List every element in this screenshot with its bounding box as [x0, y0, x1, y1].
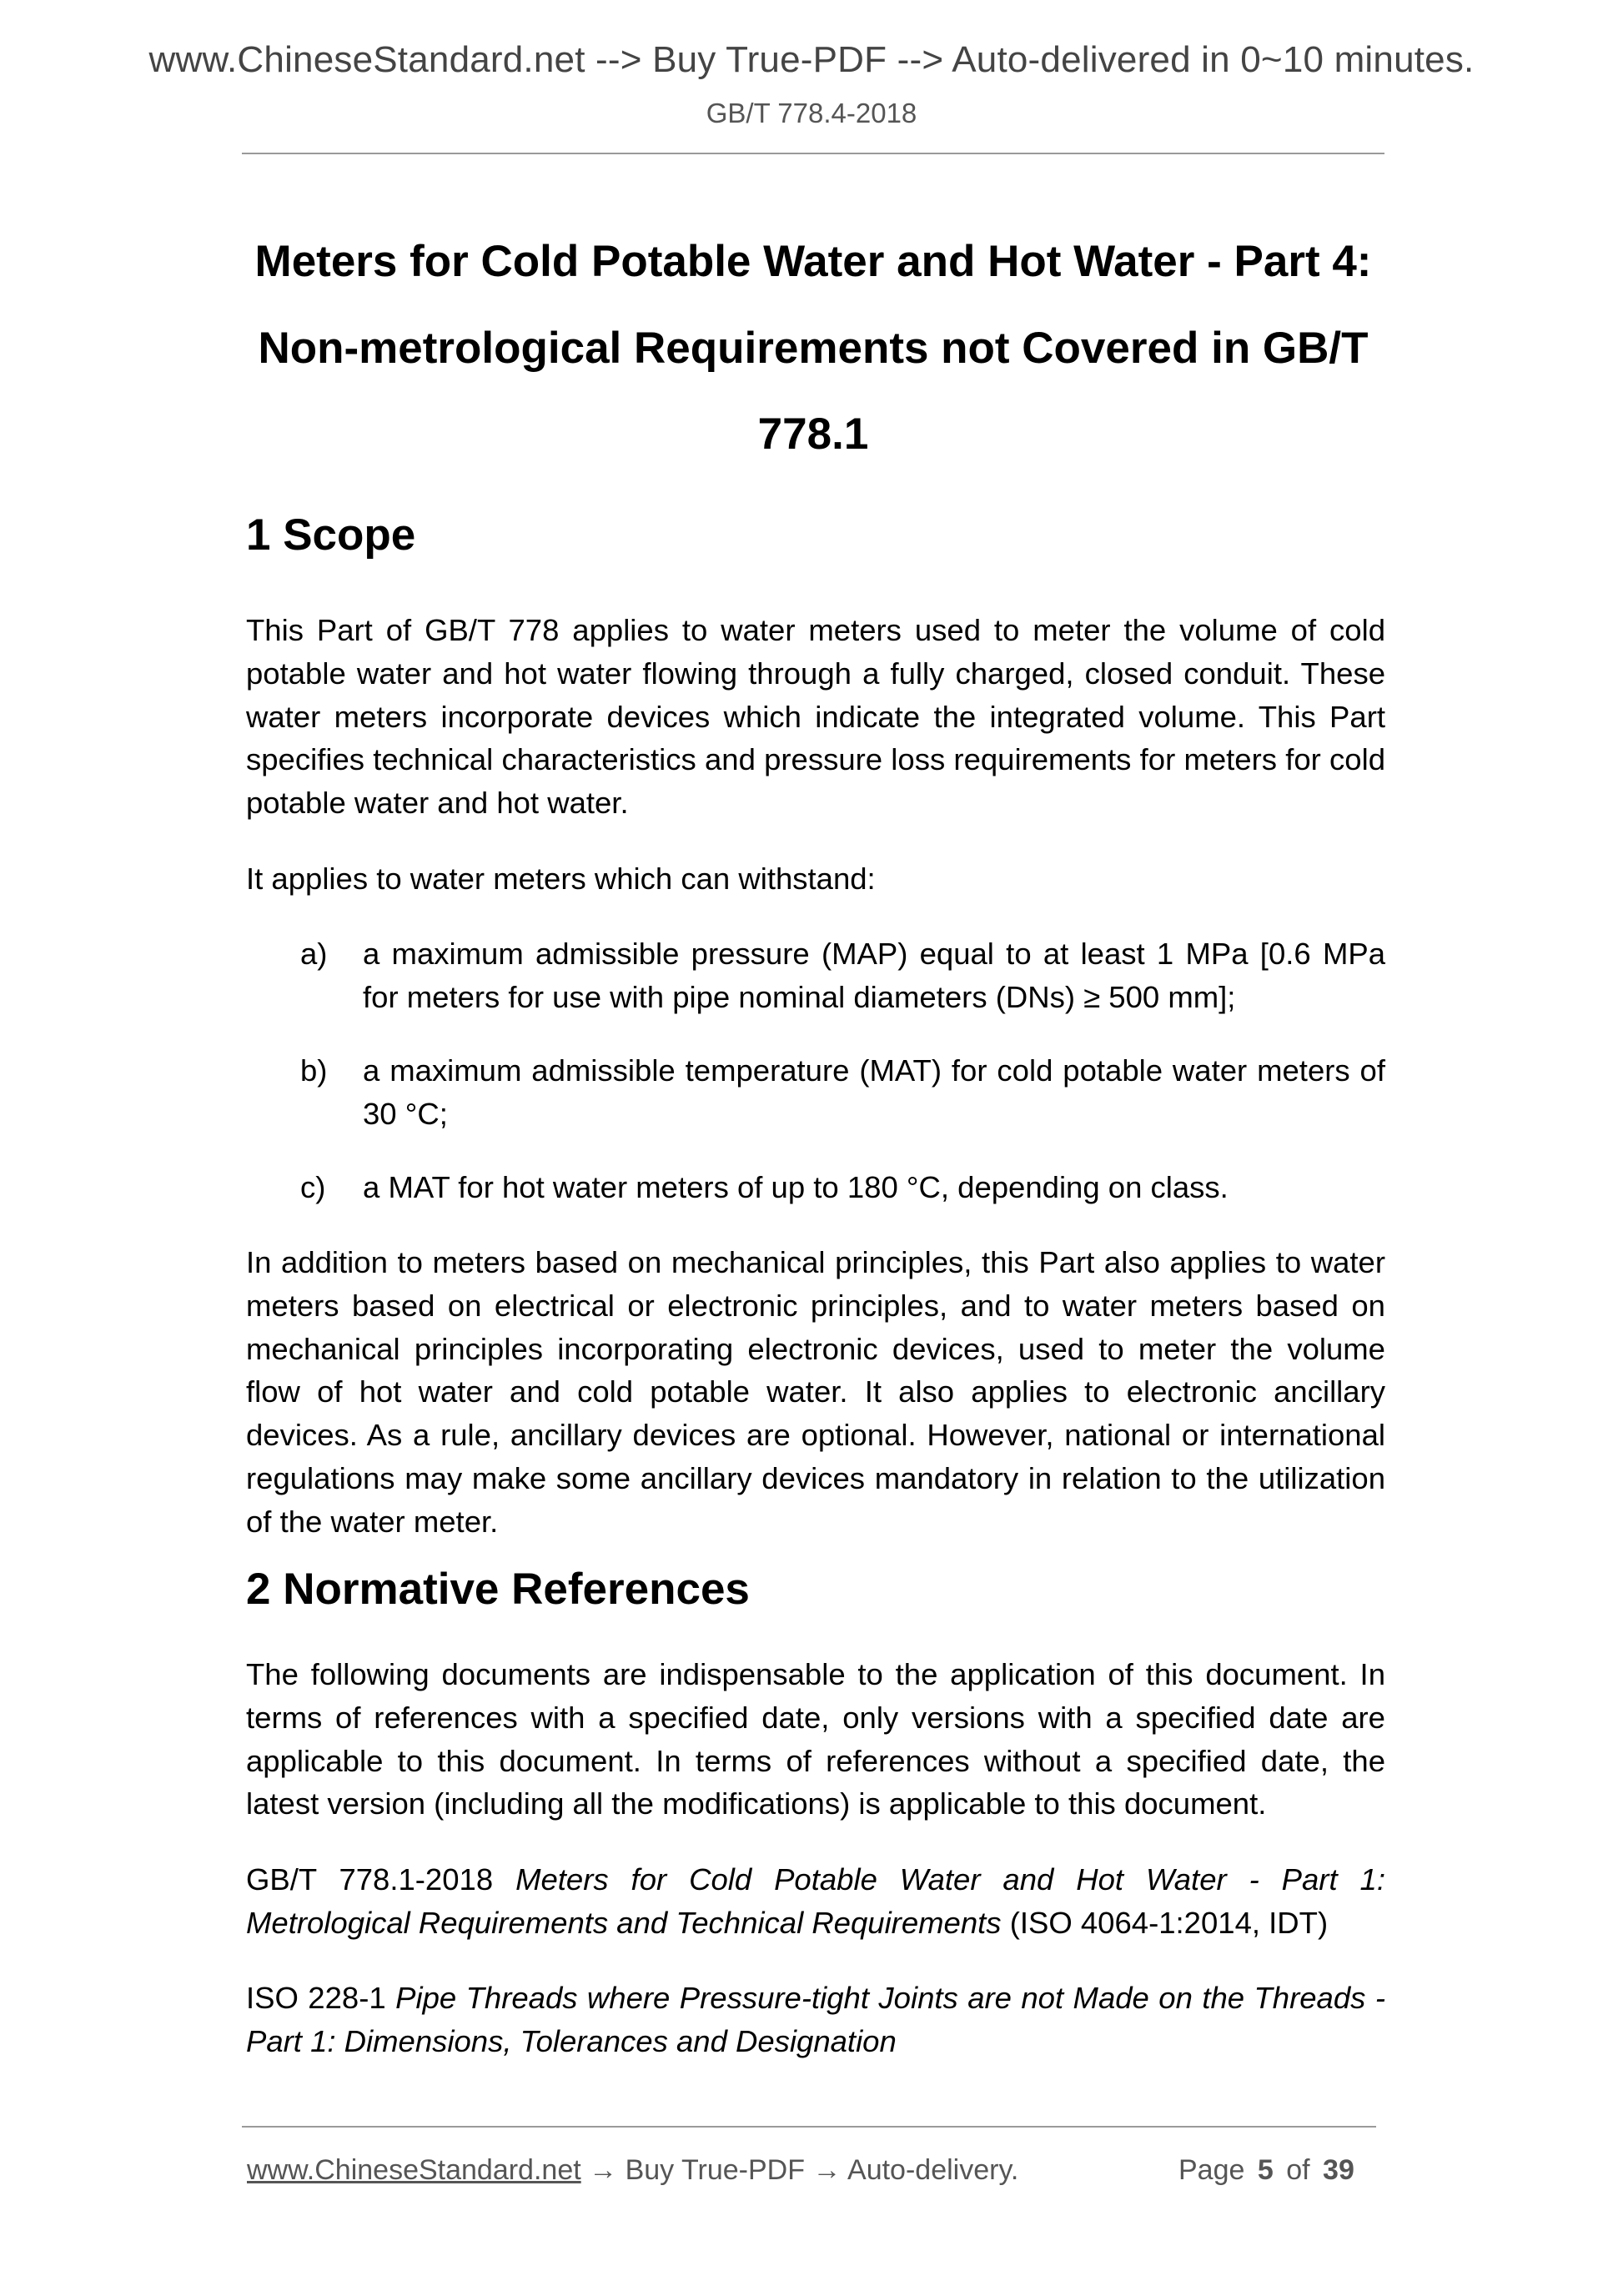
list-item-text: a maximum admissible temperature (MAT) for cold potable water meters of 30 °C; [363, 1053, 1385, 1131]
normative-intro-paragraph: The following documents are indispensable to the application of this document. In terms of references with a specified date, only versions with a specified date are applicable to this document. In terms of references without a specified date, the latest version (including all the modifications) is applicable to this document. [246, 1657, 1385, 1821]
list-item-text: a MAT for hot water meters of up to 180 °C, depending on class. [363, 1170, 1229, 1204]
page-indicator [1178, 2153, 1354, 2187]
page-label: Page [1178, 2154, 1245, 2186]
list-item-text: a maximum admissible pressure (MAP) equal to at least 1 MPa [0.6 MPa for meters for use with pipe nominal diameters (DNs) ≥ 500 mm]; [363, 937, 1385, 1014]
header-banner: www.ChineseStandard.net --> Buy True-PDF --> Auto-delivered in 0~10 minutes. [148, 39, 1475, 80]
reference-code: ISO 228-1 [246, 1981, 386, 2015]
scope-closing-paragraph: In addition to meters based on mechanical principles, this Part also applies to water meters based on electrical or electronic principles, and to water meters based on mechanical principles incorporating electronic devices, used to meter the volume flow of hot water and cold potable water. It also applies to electronic ancillary devices. As a rule, ancillary devices are optional. However, national or international regulations may make some ancillary devices mandatory in relation to the utilization of the water meter. [246, 1245, 1385, 1539]
document-title [242, 219, 1384, 478]
page-current: 5 [1257, 2154, 1274, 2186]
footer-delivery-text: Auto-delivery. [847, 2154, 1019, 2186]
reference-title: Meters for Cold Potable Water and Hot Water - Part 1: Metrological Requirements and Technical Requirements [246, 1862, 1385, 1940]
section-heading-normative-references: 2 Normative References [246, 1565, 750, 1614]
reference-suffix: (ISO 4064-1:2014, IDT) [1009, 1905, 1329, 1940]
footer-site-link[interactable]: www.ChineseStandard.net [247, 2154, 581, 2186]
footer-buy-text: Buy True-PDF [625, 2154, 805, 2186]
list-marker: b) [300, 1053, 328, 1088]
page-of-label: of [1286, 2154, 1310, 2186]
reference-title: Pipe Threads where Pressure-tight Joints are not Made on the Threads - Part 1: Dimensions, Tolerances and Designation [246, 1981, 1385, 2058]
header-divider [242, 153, 1384, 154]
title-line-2: Non-metrological Requirements not Covered in GB/T [258, 323, 1369, 373]
document-code: GB/T 778.4-2018 [706, 98, 917, 128]
reference-item-2 [246, 1977, 1385, 2063]
footer-divider [242, 2126, 1376, 2128]
page-total: 39 [1323, 2154, 1354, 2186]
arrow-right-icon: → [812, 2154, 842, 2186]
reference-code: GB/T 778.1-2018 [246, 1862, 494, 1897]
title-line-1: Meters for Cold Potable Water and Hot Water - Part 4: [254, 237, 1372, 286]
reference-item-1 [246, 1858, 1385, 1945]
title-line-3: 778.1 [757, 409, 869, 459]
arrow-right-icon: → [589, 2154, 618, 2186]
list-marker: c) [300, 1170, 326, 1204]
scope-paragraph: This Part of GB/T 778 applies to water meters used to meter the volume of cold potable water and hot water flowing through a fully charged, closed conduit. These water meters incorporate devices which indicate the integrated volume. This Part specifies technical characteristics and pressure loss requirements for meters for cold potable water and hot water. [246, 613, 1385, 821]
footer-left [247, 2153, 1018, 2187]
section-heading-scope: 1 Scope [246, 510, 416, 560]
list-marker: a) [300, 937, 328, 971]
withstand-intro-paragraph: It applies to water meters which can withstand: [246, 862, 876, 896]
